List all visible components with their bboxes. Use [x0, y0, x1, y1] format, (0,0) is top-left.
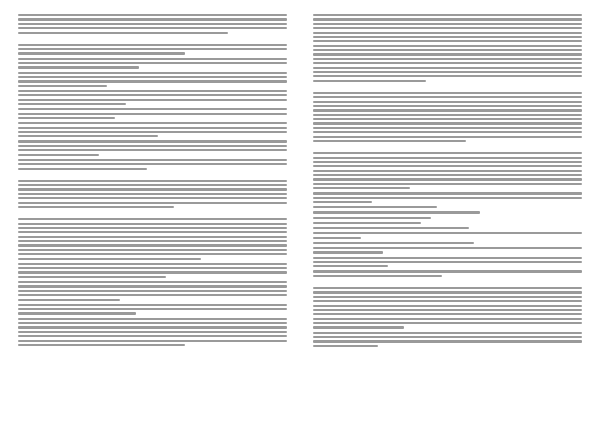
paragraph: [313, 92, 582, 142]
paragraph: [313, 270, 582, 277]
paragraph: [313, 217, 582, 219]
paragraph: [18, 140, 287, 155]
paragraph: [18, 14, 287, 34]
paragraph: [313, 287, 582, 329]
paragraph: [18, 304, 287, 315]
left-column: [18, 14, 287, 414]
paragraph: [18, 218, 287, 260]
paragraph: [313, 242, 582, 244]
paragraph: [18, 58, 287, 69]
paragraph: [18, 44, 287, 55]
paragraph: [313, 247, 582, 254]
right-column: [313, 14, 582, 414]
paragraph: [313, 211, 582, 213]
paragraph: [18, 122, 287, 137]
paragraph: [313, 206, 582, 208]
paragraph: [313, 232, 582, 239]
paragraph: [18, 90, 287, 105]
paragraph: [18, 108, 287, 119]
paragraph: [313, 14, 582, 82]
paragraph: [313, 227, 582, 229]
paragraph: [18, 72, 287, 87]
paragraph: [313, 152, 582, 189]
paragraph: [18, 318, 287, 346]
paragraph: [313, 192, 582, 203]
paragraph: [313, 222, 582, 224]
paragraph: [18, 159, 287, 170]
paragraph: [18, 180, 287, 208]
paragraph: [313, 257, 582, 268]
paragraph: [18, 281, 287, 301]
paragraph: [313, 332, 582, 347]
paragraph: [18, 263, 287, 278]
